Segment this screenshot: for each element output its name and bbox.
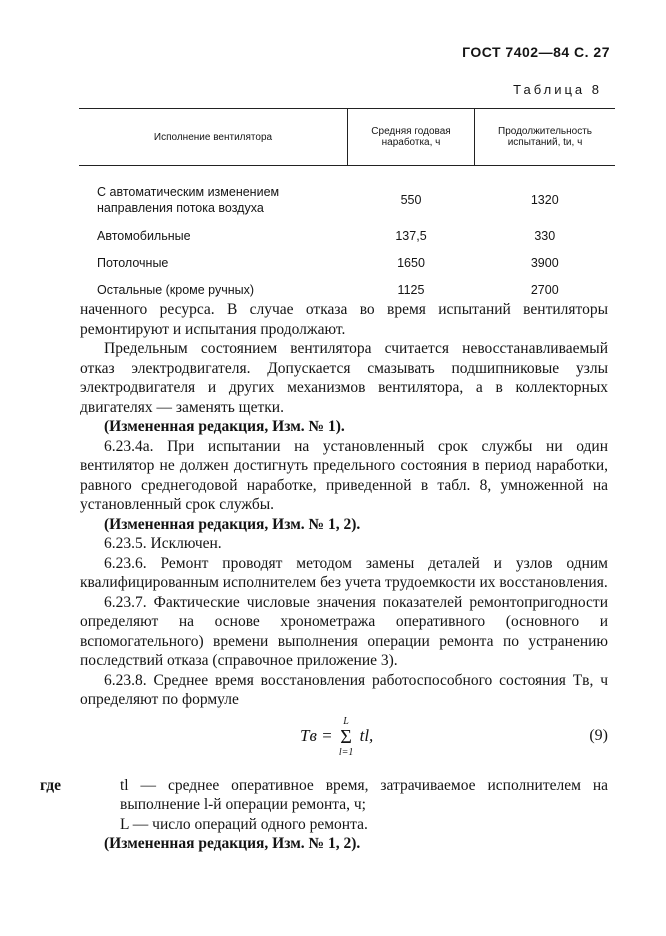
- table-row: [79, 249, 615, 276]
- table-row: [79, 166, 615, 223]
- sum-upper-limit: L: [343, 715, 349, 727]
- col-header-duration: Продолжительность испытаний, tи, ч: [475, 109, 616, 166]
- table-8: [79, 108, 615, 303]
- revision-note: (Измененная редакция, Изм. № 1, 2).: [104, 835, 361, 852]
- table-header-row: [79, 109, 615, 166]
- paragraph-continuation: наченного ресурса. В случае отказа во время испытаний вентиляторы ремонтируют и испытания продолжают.: [80, 301, 608, 338]
- paragraph-6-23-7: 6.23.7. Фактические числовые значения показателей ремонтопригодности определяют на основе хронометража оперативного (основного и вспомогательного) времени выполнения операции ремонта по устранению последствий отказа (справочное приложение 3).: [80, 593, 608, 669]
- row-name: Потолочные: [97, 255, 169, 270]
- paragraph-6-23-4a: 6.23.4а. При испытании на установленный срок службы ни один вентилятор не должен достигнуть предельного состояния в период наработки, равного среднегодовой наработке, приведенной в табл. 8, умноженной на установленный срок службы.: [80, 437, 608, 513]
- sum-operator: [339, 716, 354, 758]
- formula-rhs: tl,: [359, 725, 374, 745]
- row-hours: 550: [400, 193, 422, 207]
- where-item-l: L — число операций одного ремонта.: [120, 815, 368, 833]
- body-text: [40, 300, 608, 854]
- sigma-symbol: Σ: [340, 725, 352, 748]
- revision-note: (Измененная редакция, Изм. № 1).: [104, 418, 345, 435]
- formula-lhs: Tв =: [300, 725, 333, 745]
- row-hours: 1650: [397, 255, 425, 270]
- row-duration: 3900: [530, 255, 559, 270]
- paragraph-limit-state: Предельным состоянием вентилятора считается невосстанавливаемый отказ электродвигателя. Допускается смазывать подшипниковые узлы электродвигателя и других механизмов вентилятора, а в коллекторных двигателях — заменять щетки.: [80, 340, 608, 416]
- where-text-tl: tl — среднее оперативное время, затрачиваемое исполнителем на выполнение l-й операции ремонта, ч;: [120, 776, 608, 813]
- paragraph-6-23-8: 6.23.8. Среднее время восстановления работоспособного состояния Tв, ч определяют по формуле: [80, 671, 608, 708]
- row-name: С автоматическим изменением направления потока воздуха: [97, 185, 280, 215]
- table-row: [79, 222, 615, 249]
- row-hours: 1125: [397, 282, 425, 297]
- row-name: Автомобильные: [97, 228, 191, 243]
- row-duration: 2700: [530, 282, 559, 297]
- where-block: [40, 776, 608, 835]
- col-header-hours: Средняя годовая наработка, ч: [348, 109, 475, 166]
- page-header: ГОСТ 7402—84 С. 27: [462, 44, 610, 60]
- col-header-design: Исполнение вентилятора: [79, 109, 348, 166]
- paragraph-6-23-6: 6.23.6. Ремонт проводят методом замены деталей и узлов одним квалифицированным исполнителем без учета трудоемкости их восстановления.: [80, 554, 608, 591]
- paragraph-6-23-5: 6.23.5. Исключен.: [104, 535, 222, 552]
- where-item-tl: [40, 776, 608, 815]
- row-duration: 1320: [530, 193, 559, 207]
- formula-9: [80, 716, 608, 772]
- formula-number: (9): [589, 726, 608, 744]
- formula-expression: [300, 716, 373, 758]
- sum-lower-limit: l=1: [338, 746, 354, 758]
- row-name: Остальные (кроме ручных): [97, 282, 255, 297]
- row-hours: 137,5: [395, 228, 427, 243]
- where-label: где: [40, 776, 61, 794]
- table-caption: Таблица 8: [513, 82, 602, 97]
- table-row: [79, 276, 615, 303]
- revision-note: (Измененная редакция, Изм. № 1, 2).: [104, 515, 361, 533]
- row-duration: 330: [534, 228, 556, 243]
